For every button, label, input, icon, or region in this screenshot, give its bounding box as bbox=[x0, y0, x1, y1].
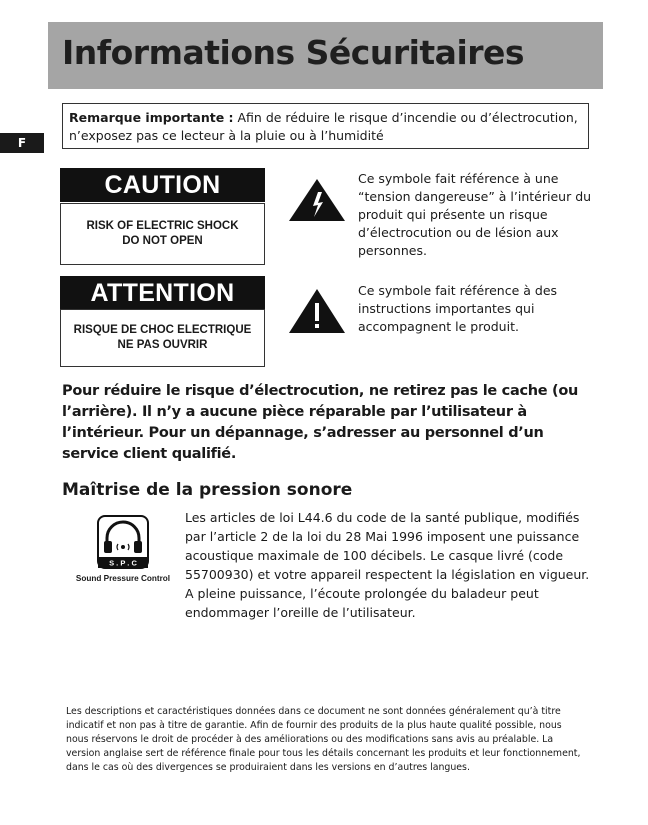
voltage-symbol-text: Ce symbole fait référence à une “tension dangereuse” à l’intérieur du produit qui présente un risque d’électrocution ou de lésion aux personnes. bbox=[358, 171, 592, 258]
sound-paragraph-1: Les articles de loi L44.6 du code de la santé publique, modifiés par l’article 2 de la loi du 28 Mai 1996 imposent une puissance acoustique maximale de 100 décibels. Le casque livré (code 55700930) et votre appareil respectent la législation en vigueur. bbox=[185, 510, 590, 582]
attention-line-2: NE PAS OUVRIR bbox=[117, 339, 208, 351]
sound-section-title: Maîtrise de la pression sonore bbox=[62, 480, 353, 500]
lightning-triangle-icon bbox=[288, 178, 346, 222]
sound-text-block bbox=[185, 508, 595, 622]
attention-box bbox=[60, 309, 265, 367]
page-title: Informations Sécuritaires bbox=[62, 33, 525, 72]
notice-label: Remarque importante : bbox=[69, 110, 234, 125]
caution-line-1: RISK OF ELECTRIC SHOCK bbox=[86, 220, 239, 232]
disclaimer-text: Les descriptions et caractéristiques données dans ce document ne sont données généralement qu’à titre indicatif et non pas à titre de garantie. Afin de fournir des produits de la plus haute qualité possible, nous nous réservons le droit de procéder à des améliorations ou des modifications sans avis au préalable. La version anglaise sert de référence finale pour tous les détails concernant les produits et leur fonctionnement, dans le cas où des divergences se produiraient dans les versions en d’autres langues. bbox=[66, 706, 581, 773]
sound-paragraph-2: A pleine puissance, l’écoute prolongée du baladeur peut endommager l’oreille de l’utilisateur. bbox=[185, 586, 539, 620]
exclamation-triangle-icon bbox=[288, 288, 346, 334]
caution-box bbox=[60, 203, 265, 265]
attention-heading: ATTENTION bbox=[60, 276, 265, 310]
attention-line-1: RISQUE DE CHOC ELECTRIQUE bbox=[73, 324, 252, 336]
caution-line-2: DO NOT OPEN bbox=[122, 235, 203, 247]
exclamation-symbol-text: Ce symbole fait référence à des instructions importantes qui accompagnent le produit. bbox=[358, 283, 558, 334]
shock-warning-paragraph: Pour réduire le risque d’électrocution, ne retirez pas le cache (ou l’arrière). Il n’y a aucune pièce réparable par l’utilisateur à l’intérieur. Pour un dépannage, s’adresser au personnel d’un service client qualifié. bbox=[62, 383, 579, 462]
spc-letters: S . P . C bbox=[109, 558, 137, 568]
title-bar bbox=[48, 22, 603, 89]
spc-logo-caption: Sound Pressure Control bbox=[75, 574, 171, 583]
important-notice bbox=[62, 103, 589, 149]
caution-heading: CAUTION bbox=[60, 168, 265, 202]
language-tab: F bbox=[0, 133, 44, 153]
notice-text: Afin de réduire le risque d’incendie ou d’électrocution, n’exposez pas ce lecteur à la pluie ou à l’humidité bbox=[69, 110, 578, 143]
headphones-icon bbox=[68, 513, 178, 573]
